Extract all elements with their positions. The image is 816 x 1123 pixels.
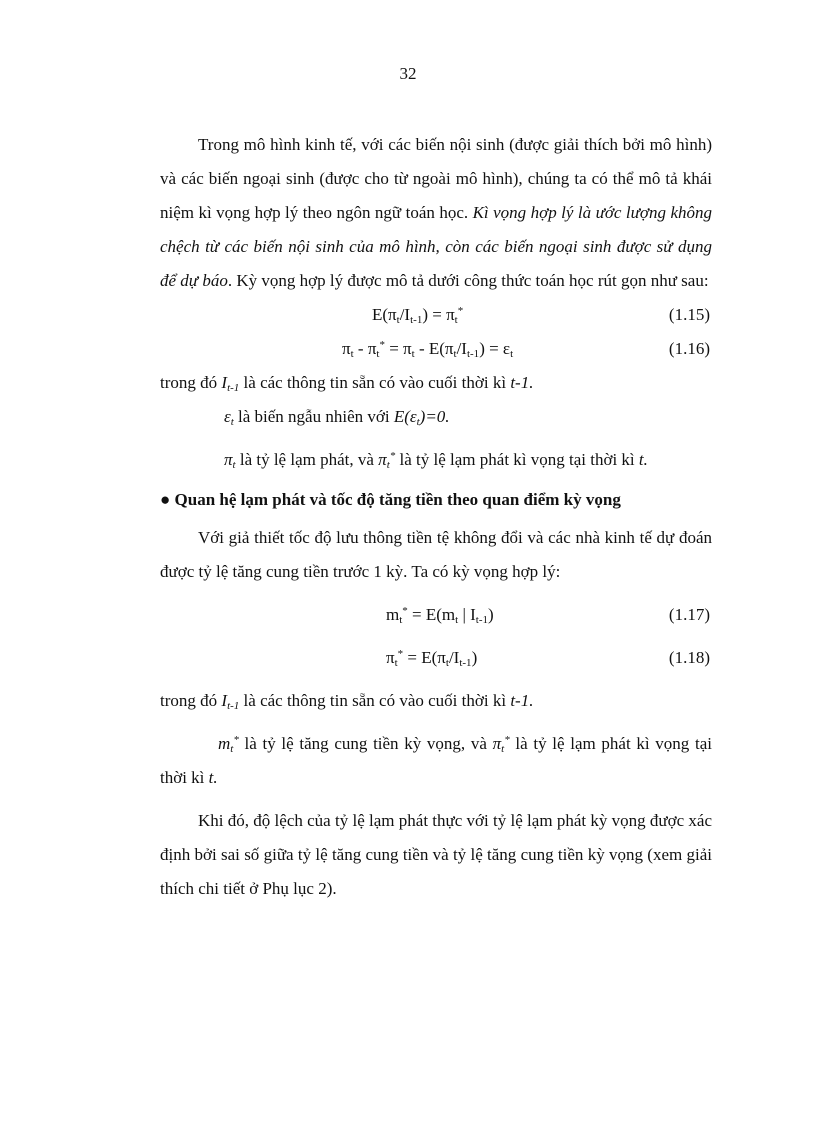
definition-m-pi: $m_t^*$ là tỷ lệ tăng cung tiền kỳ vọng, và $\pi_t^*$ là tỷ lệ lạm phát kì vọng tại thời kì t. [160, 734, 712, 787]
equation-1-16 [160, 332, 712, 366]
definition-pi: $\pi_t$ là tỷ lệ lạm phát, và $\pi_t^*$ là tỷ lệ lạm phát kì vọng tại thời kì t. [224, 450, 648, 471]
intro-italic-definition: Kì vọng hợp lý là ước lượng không chệch từ các biến nội sinh của mô hình, còn các biến ngoại sinh được sử dụng để dự báo [160, 203, 712, 290]
equation-1-18 [160, 641, 712, 675]
page-number: 32 [399, 64, 417, 83]
info-set-variable: $I_{t-1}$ [221, 691, 240, 712]
equation-number: (1.15) [668, 305, 710, 324]
definition-text: là tỷ lệ lạm phát kì vọng tại thời kì [160, 734, 712, 787]
definition-prefix: trong đó [160, 691, 222, 710]
equation-number: (1.17) [668, 605, 710, 624]
equation-1-15 [160, 298, 712, 332]
period-label: t-1. [510, 691, 534, 710]
info-set-variable: $I_{t-1}$ [221, 373, 240, 394]
period-label: t-1. [510, 373, 534, 392]
definition-text: là tỷ lệ lạm phát kì vọng tại thời kì [395, 450, 639, 469]
conclusion-paragraph: Khi đó, độ lệch của tỷ lệ lạm phát thực với tỷ lệ lạm phát kỳ vọng được xác định bởi sai số giữa tỷ lệ tăng cung tiền và tỷ lệ tăng cung tiền kỳ vọng (xem giải thích chi tiết ở Phụ lục 2). [160, 811, 712, 898]
intro-text-1: Trong mô hình kinh tế, với các biến nội sinh (được giải thích bởi mô hình) và các biến ngoại sinh (được cho từ ngoài mô hình), chúng ta có thể mô tả khái niệm kì vọng hợp lý theo ngôn ngữ toán học. [160, 135, 712, 222]
period-label: t. [208, 768, 218, 787]
intro-text-2: . Kỳ vọng hợp lý được mô tả dưới công thức toán học rút gọn như sau: [227, 271, 709, 290]
equation-expression: $\pi_t^* = E(\pi_t/I_{t-1})$ [386, 648, 478, 669]
definition-text: là tỷ lệ lạm phát, và [235, 450, 379, 469]
equation-1-17 [160, 598, 712, 632]
equation-expression: $m_t^* = E(m_t$ | $I_{t-1}$) [386, 605, 494, 626]
epsilon-condition: $E(\varepsilon_t)=0$. [393, 407, 450, 428]
definition-text: là các thông tin sẵn có vào cuối thời kì [239, 373, 511, 392]
period-label: t. [638, 450, 648, 469]
definition-info-set-2 [160, 684, 712, 718]
section-heading: ● Quan hệ lạm phát và tốc độ tăng tiền theo quan điểm kỳ vọng [160, 490, 621, 509]
m-variable: $m_t^*$ [218, 734, 239, 755]
equation-number: (1.18) [668, 648, 710, 667]
definition-text: là biến ngẫu nhiên với [233, 407, 394, 426]
assumption-paragraph: Với giả thiết tốc độ lưu thông tiền tệ không đổi và các nhà kinh tế dự đoán được tỷ lệ tăng cung tiền trước 1 kỳ. Ta có kỳ vọng hợp lý: [160, 528, 712, 581]
equation-expression: $E(\pi_t/I_{t-1}) = \pi_t^*$ [372, 305, 464, 326]
definition-text: là các thông tin sẵn có vào cuối thời kì [239, 691, 511, 710]
definition-info-set [160, 366, 712, 400]
intro-paragraph [160, 128, 712, 298]
equation-number: (1.16) [668, 339, 710, 358]
page-body [160, 128, 712, 906]
definition-text: là tỷ lệ tăng cung tiền kỳ vọng, và [238, 734, 493, 753]
definition-prefix: trong đó [160, 373, 222, 392]
equation-expression: $\pi_t - \pi_t^* = \pi_t - E(\pi_t/I_{t-1}) = \varepsilon_t$ [342, 339, 514, 360]
definition-epsilon: $\varepsilon_t$ là biến ngẫu nhiên với $E(\varepsilon_t)=0$. [224, 407, 450, 428]
